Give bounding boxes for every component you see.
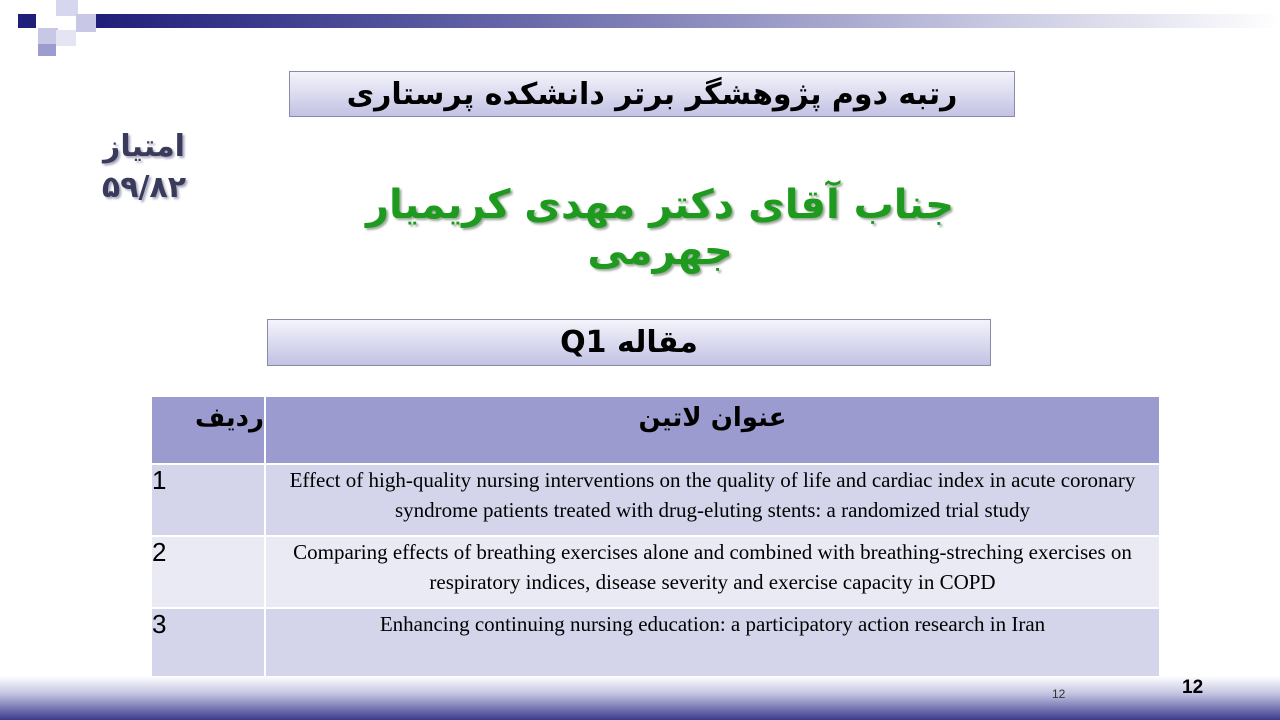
score-block: [86, 126, 202, 208]
decor-square: [56, 0, 78, 16]
decor-square: [38, 44, 56, 56]
paper-title: Comparing effects of breathing exercises alone and combined with breathing-streching exercises on respiratory indices, disease severity and exercise capacity in COPD: [265, 536, 1160, 608]
papers-table: [150, 395, 1161, 679]
table-row: [151, 608, 1160, 678]
slide-title: رتبه دوم پژوهشگر برتر دانشکده پرستاری: [289, 71, 1015, 117]
section-label: مقاله Q1: [267, 319, 991, 366]
paper-title: Enhancing continuing nursing education: a participatory action research in Iran: [265, 608, 1160, 678]
row-number: 1: [151, 464, 265, 536]
decor-square: [56, 30, 76, 46]
researcher-name: جناب آقای دکتر مهدی کریمیار جهرمی: [366, 182, 954, 274]
score-value: ۵۹/۸۲: [101, 170, 187, 205]
header-latin-title: عنوان لاتین: [265, 396, 1160, 464]
paper-title: Effect of high-quality nursing interventions on the quality of life and cardiac index in acute coronary syndrome patients treated with drug-eluting stents: a randomized trial study: [265, 464, 1160, 536]
page-number: 12: [1182, 677, 1204, 698]
row-number: 3: [151, 608, 265, 678]
row-number: 2: [151, 536, 265, 608]
table-header-row: [151, 396, 1160, 464]
decor-square: [76, 14, 96, 32]
decor-square: [18, 14, 36, 28]
page-number-small: 12: [1052, 687, 1066, 701]
top-gradient-bar: [96, 14, 1280, 28]
score-label: امتیاز: [103, 129, 185, 164]
table-row: [151, 464, 1160, 536]
bottom-gradient-bar: [0, 676, 1280, 720]
table-row: [151, 536, 1160, 608]
header-row-number: ردیف: [151, 396, 265, 464]
